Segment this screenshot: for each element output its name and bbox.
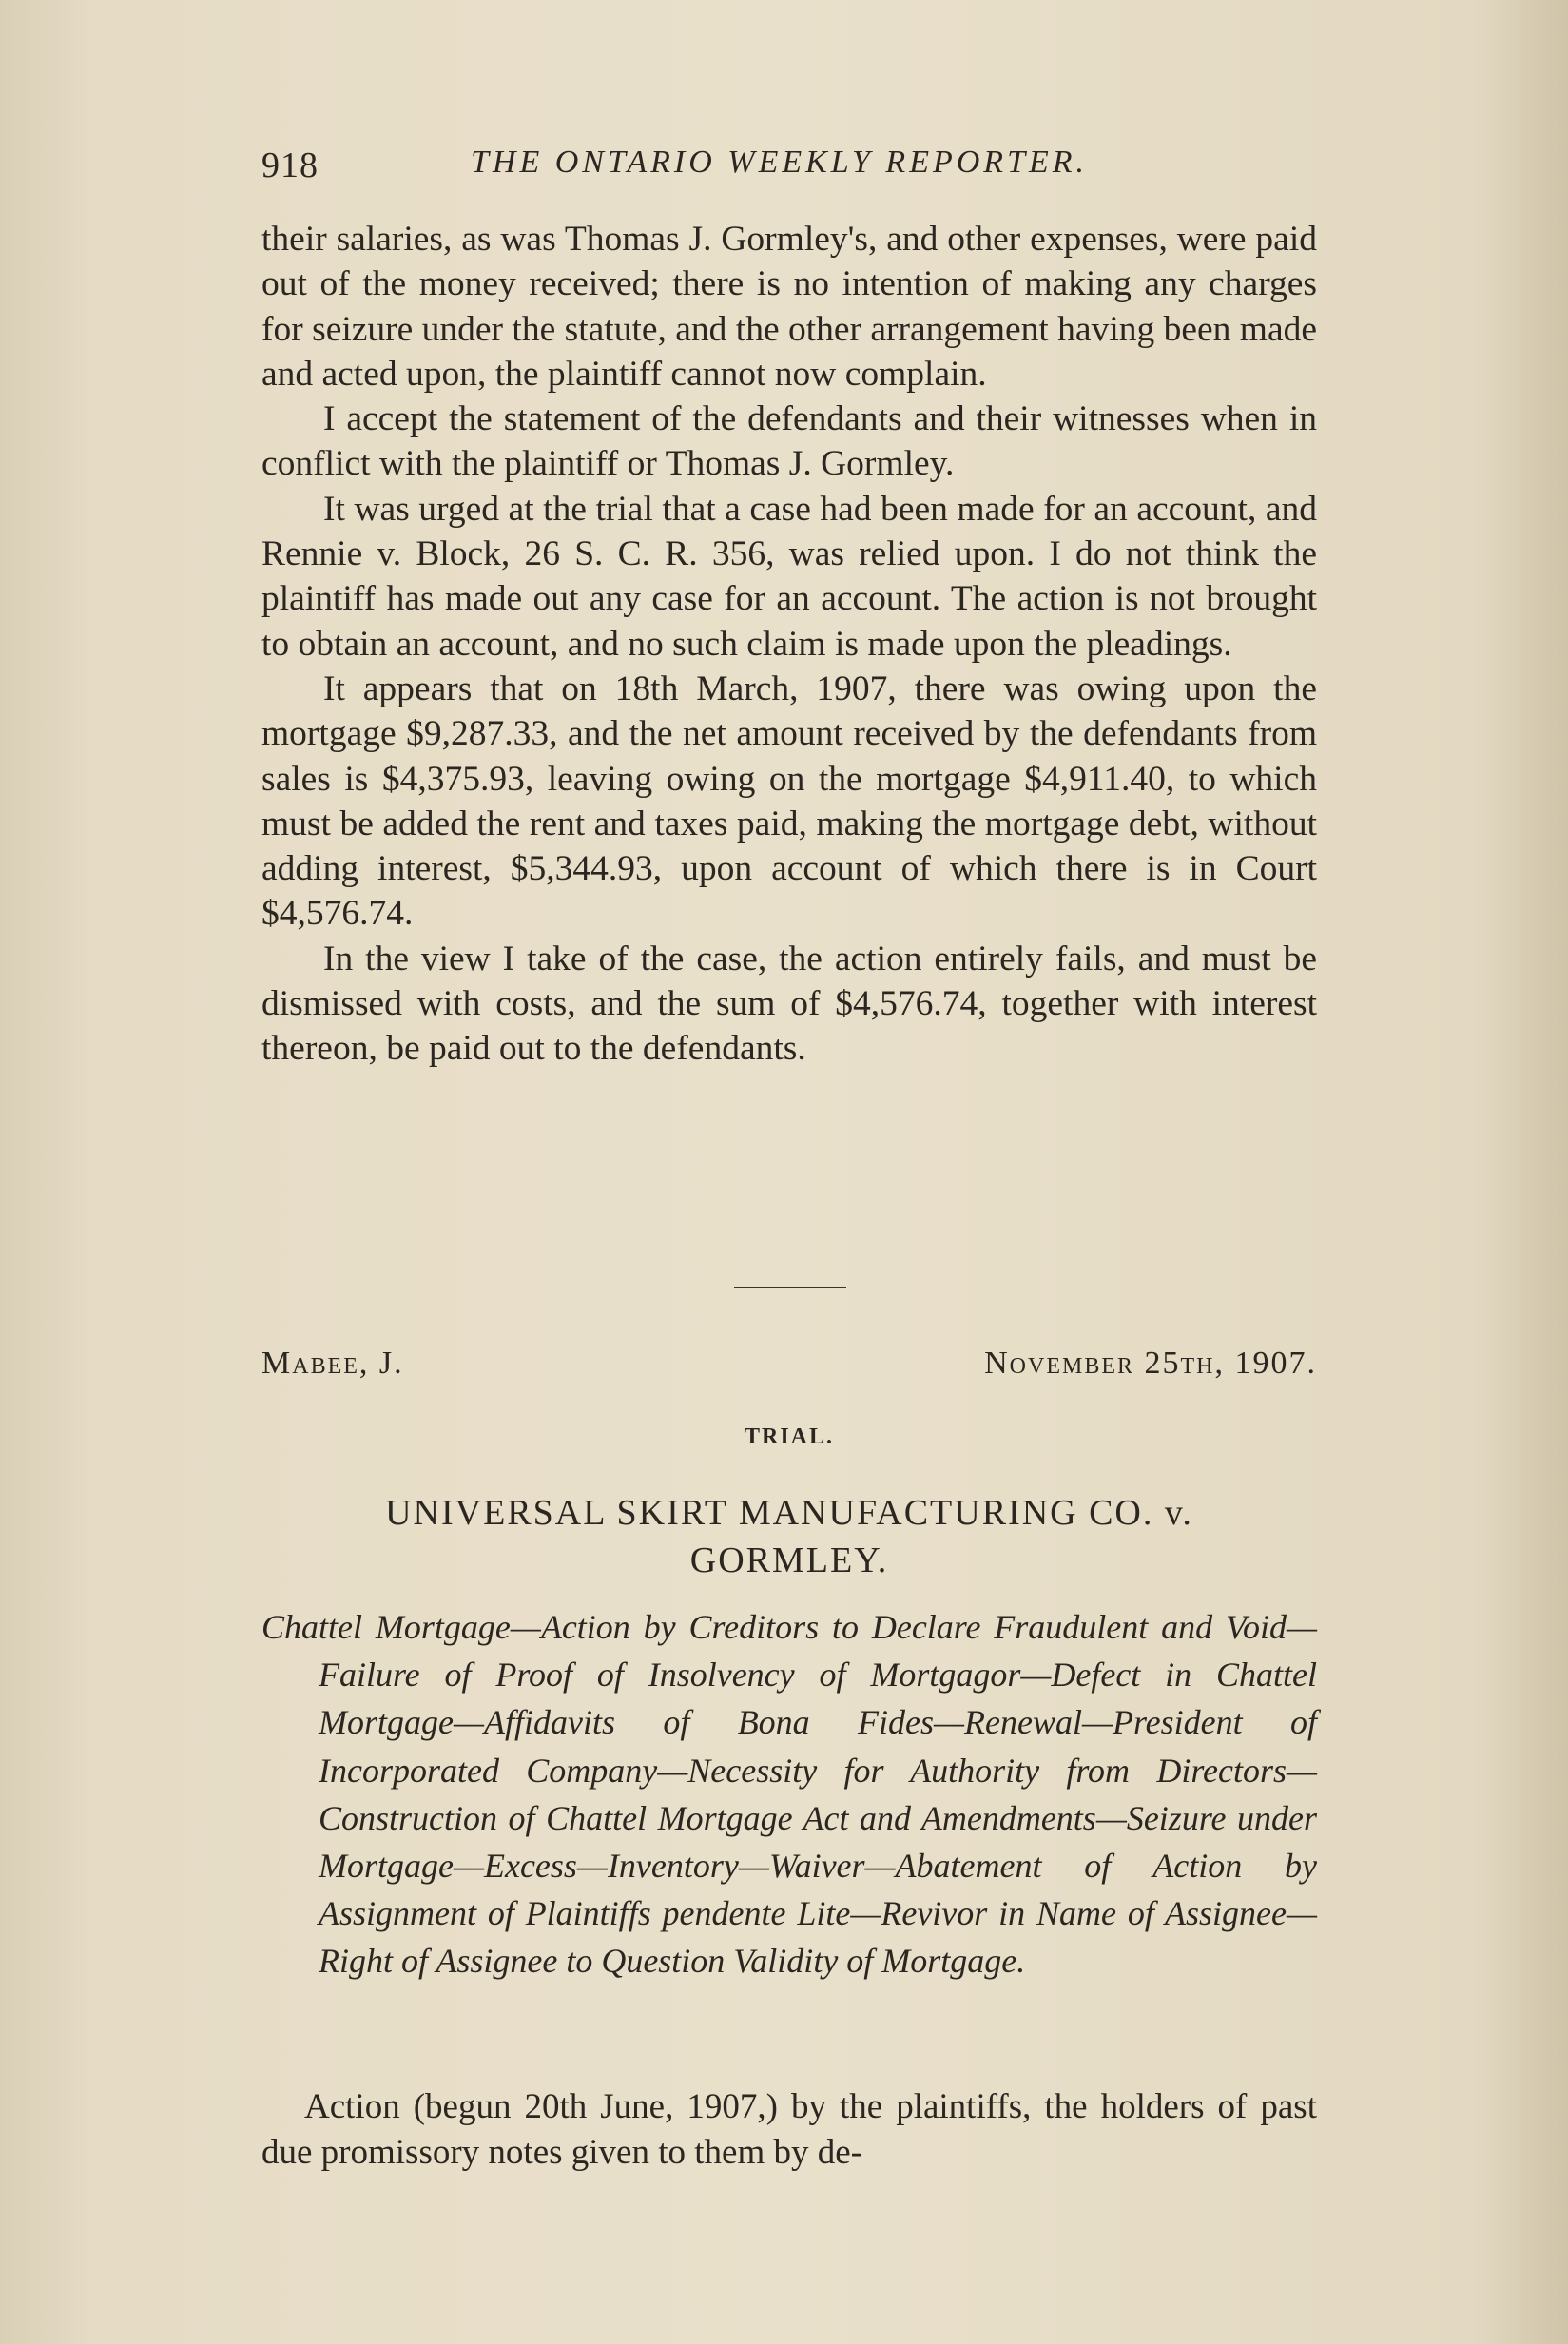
body-text <box>261 217 1317 1072</box>
case-title <box>261 1489 1317 1584</box>
running-title: THE ONTARIO WEEKLY REPORTER. <box>471 145 1089 180</box>
paragraph-continuation: their salaries, as was Thomas J. Gormley's, and other expenses, were paid out of the money received; there is no intention of making any charges for seizure under the statute, and the other arrangement having been made and acted upon, the plaintiff cannot now complain. <box>261 220 1317 394</box>
judge-name: Mabee, J. <box>261 1346 404 1381</box>
trial-label: TRIAL. <box>744 1424 835 1449</box>
action-paragraph: Action (begun 20th June, 1907,) by the plaintiffs, the holders of past due promissory notes given to them by de- <box>261 2087 1317 2172</box>
headnote: Chattel Mortgage—Action by Creditors to Declare Fraudulent and Void—Failure of Proof of Insolvency of Mortgagor—Defect in Chattel Mortgage—Affidavits of Bona Fides—Renewal—President of Incorporated Company—Necessity for Authority from Directors—Construction of Chattel Mortgage Act and Amendments—Seizure under Mortgage—Excess—Inventory—Waiver—Abatement of Action by Assignment of Plaintiffs pendente Lite—Revivor in Name of Assignee—Right of Assignee to Question Validity of Mortgage. <box>261 1608 1317 1981</box>
paragraph: It was urged at the trial that a case had been made for an account, and Rennie v. Block, 26 S. C. R. 356, was relied upon. I do not think the plaintiff has made out any case for an account. The action is not brought to obtain an account, and no such claim is made upon the pleadings. <box>261 489 1317 664</box>
decision-date: November 25th, 1907. <box>984 1346 1317 1381</box>
paragraph: In the view I take of the case, the action entirely fails, and must be dismissed with costs, and the sum of $4,576.74, together with interest thereon, be paid out to the defendants. <box>261 939 1317 1069</box>
paragraph: I accept the statement of the defendants and their witnesses when in conflict with the plaintiff or Thomas J. Gormley. <box>261 399 1317 484</box>
section-divider <box>734 1287 846 1288</box>
paragraph: It appears that on 18th March, 1907, there was owing upon the mortgage $9,287.33, and the net amount received by the defendants from sales is $4,375.93, leaving owing on the mortgage $4,911.40, to which must be added the rent and taxes paid, making the mortgage debt, without adding interest, $5,344.93, upon account of which there is in Court $4,576.74. <box>261 668 1317 934</box>
case-title-line: UNIVERSAL SKIRT MANUFACTURING CO. v. <box>385 1493 1193 1533</box>
page-header <box>261 145 1317 192</box>
page-number: 918 <box>261 145 319 185</box>
case-title-line: GORMLEY. <box>689 1540 889 1580</box>
